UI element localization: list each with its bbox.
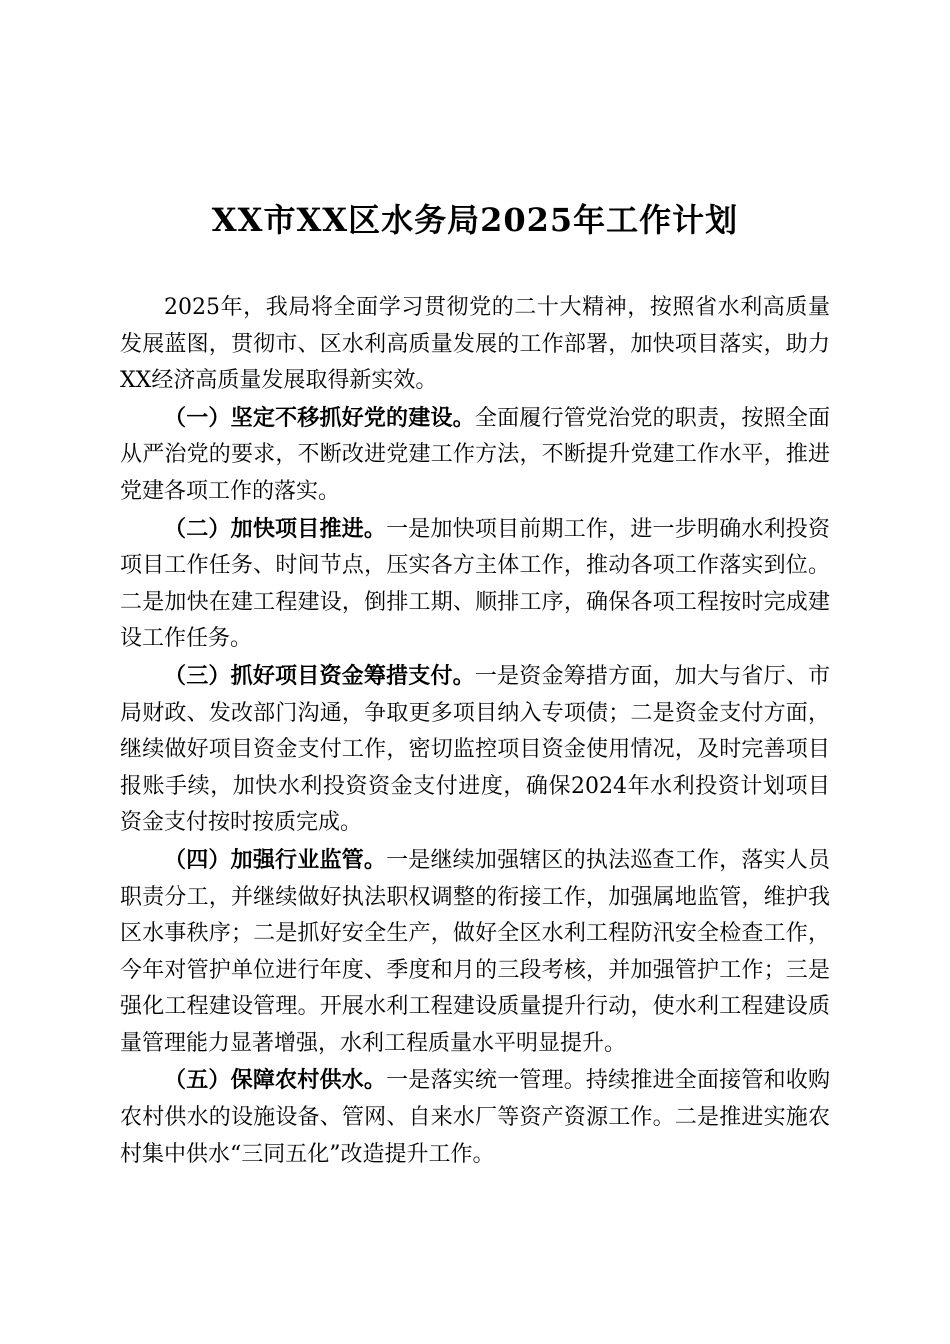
section-paragraph-2 [120,511,830,658]
section-paragraph-3 [120,658,830,842]
document-title: XX市XX区水务局2025年工作计划 [211,201,739,239]
section-text-4: 一是继续加强辖区的执法巡查工作，落实人员职责分工，并继续做好执法职权调整的衔接工作，加强属地监管，维护我区水事秩序；二是抓好安全生产，做好全区水利工程防汛安全检查工作，今年对管护单位进行年度、季度和月的三段考核，并加强管护工作；三是强化工程建设管理。开展水利工程建设质量提升行动，使水利工程建设质量管理能力显著增强，水利工程质量水平明显提升。 [120,847,830,1056]
section-paragraph-5 [120,1062,830,1173]
section-text-5: 一是落实统一管理。持续推进全面接管和收购农村供水的设施设备、管网、自来水厂等资产资源工作。二是推进实施农村集中供水“三同五化”改造提升工作。 [120,1068,830,1167]
section-text-3: 一是资金筹措方面，加大与省厅、市局财政、发改部门沟通，争取更多项目纳入专项债；二是资金支付方面，继续做好项目资金支付工作，密切监控项目资金使用情况，及时完善项目报账手续，加快水利投资资金支付进度，确保2024年水利投资计划项目资金支付按时按质完成。 [120,663,830,836]
section-heading-3: （三）抓好项目资金筹措支付。 [164,662,475,689]
section-heading-1: （一）坚定不移抓好党的建设。 [164,404,475,431]
intro-paragraph: 2025年，我局将全面学习贯彻党的二十大精神，按照省水利高质量发展蓝图，贯彻市、区水利高质量发展的工作部署，加快项目落实，助力XX经济高质量发展取得新实效。 [120,295,830,394]
section-text-2: 一是加快项目前期工作，进一步明确水利投资项目工作任务、时间节点，压实各方主体工作，推动各项工作落实到位。二是加快在建工程建设，倒排工期、顺排工序，确保各项工程按时完成建设工作任务。 [120,516,830,652]
section-heading-2: （二）加快项目推进。 [164,515,387,542]
section-paragraph-4 [120,842,830,1063]
section-heading-4: （四）加强行业监管。 [164,846,387,873]
document-body [120,290,830,1173]
section-paragraph-1 [120,400,830,511]
section-text-1: 全面履行管党治党的职责，按照全面从严治党的要求，不断改进党建工作方法，不断提升党建工作水平，推进党建各项工作的落实。 [120,405,830,504]
section-heading-5: （五）保障农村供水。 [164,1067,387,1094]
